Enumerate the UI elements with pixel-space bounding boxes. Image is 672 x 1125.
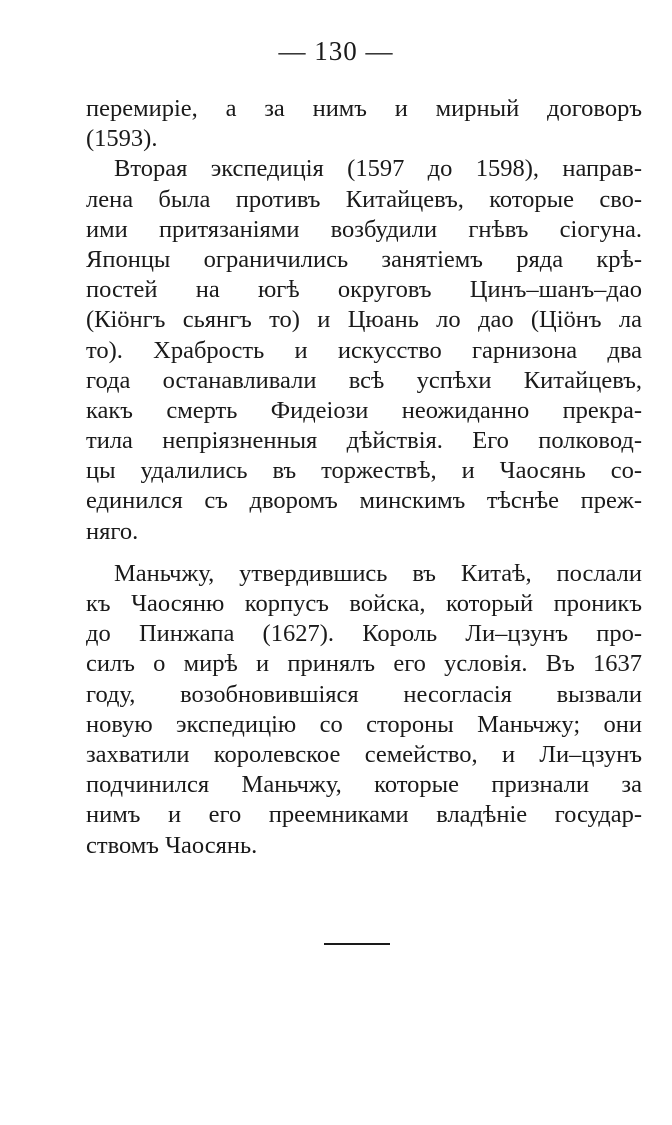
text-line: до Пинжапа (1627). Король Ли–цзунъ про- bbox=[86, 620, 642, 648]
text-line: захватили королевское семейство, и Ли–цзунъ bbox=[86, 740, 642, 768]
page-number: — 130 — bbox=[278, 36, 394, 66]
text-line: нимъ и его преемниками владѣніе государ- bbox=[86, 801, 642, 829]
text-line: тила непріязненныя дѣйствія. Его полковод- bbox=[86, 427, 642, 455]
text-line: какъ смерть Фидеіози неожиданно прекра- bbox=[86, 396, 642, 424]
text-line: Вторая экспедиція (1597 до 1598), направ- bbox=[114, 155, 642, 183]
text-line: (Кіöнгъ сьянгъ то) и Цюань ло дао (Ціöнъ ла bbox=[86, 306, 642, 334]
text-line: цы удалились въ торжествѣ, и Чаосянь со- bbox=[86, 457, 642, 485]
paragraph bbox=[86, 154, 642, 546]
text-line: лена была противъ Китайцевъ, которые сво- bbox=[86, 185, 642, 213]
text-line: Маньчжу, утвердившись въ Китаѣ, послали bbox=[114, 559, 642, 587]
text-line: няго. bbox=[86, 517, 139, 545]
text-line: Японцы ограничились занятіемъ ряда крѣ- bbox=[86, 245, 642, 273]
text-line: (1593). bbox=[86, 125, 158, 153]
text-line: постей на югѣ округовъ Цинъ–шанъ–дао bbox=[86, 276, 642, 304]
text-line: перемиріе, а за нимъ и мирный договоръ bbox=[86, 95, 642, 122]
text-line: года останавливали всѣ успѣхи Китайцевъ, bbox=[86, 366, 642, 394]
text-line: то). Храбрость и искусство гарнизона два bbox=[86, 336, 642, 364]
body-text bbox=[86, 94, 642, 861]
end-rule bbox=[324, 943, 390, 945]
paragraph bbox=[86, 94, 642, 154]
text-line: единился съ дворомъ минскимъ тѣснѣе преж- bbox=[86, 487, 642, 515]
text-line: новую экспедицію со стороны Маньчжу; они bbox=[86, 710, 642, 738]
text-line: году, возобновившіяся несогласія вызвали bbox=[86, 680, 642, 708]
text-line: силъ о мирѣ и принялъ его условія. Въ 1637 bbox=[86, 650, 642, 678]
text-line: подчинился Маньчжу, которые признали за bbox=[86, 771, 642, 799]
paragraph bbox=[86, 559, 642, 861]
text-line: ими притязаніями возбудили гнѣвъ сіогуна. bbox=[86, 215, 642, 243]
text-line: ствомъ Чаосянь. bbox=[86, 831, 258, 859]
text-line: къ Чаосяню корпусъ войска, который проникъ bbox=[86, 590, 642, 617]
